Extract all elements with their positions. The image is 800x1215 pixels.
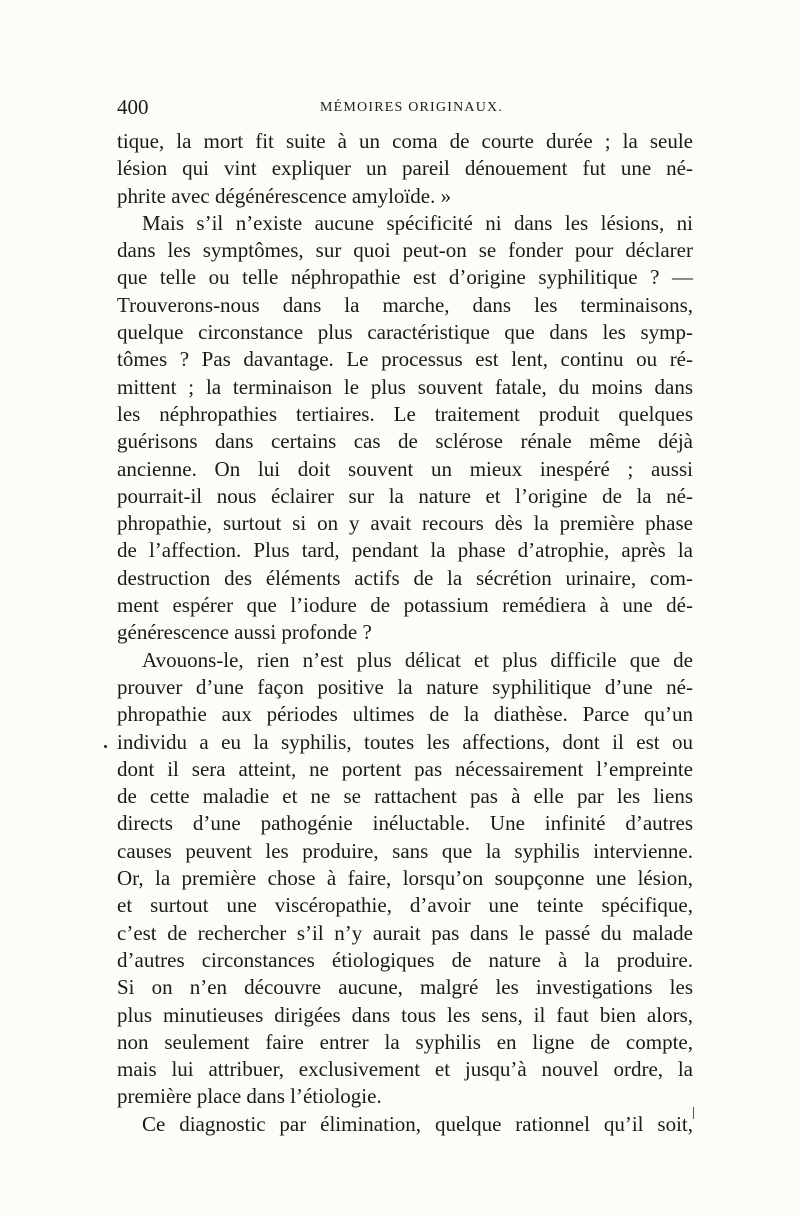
- text-line: Or, la première chose à faire, lorsqu’on soupçonne une lésion,: [117, 866, 693, 891]
- text-line: plus minutieuses dirigées dans tous les sens, il faut bien alors,: [117, 1002, 693, 1027]
- text-line: dont il sera atteint, ne portent pas nécessairement l’empreinte: [117, 756, 693, 781]
- text-line: phropathie aux périodes ultimes de la diathèse. Parce qu’un: [117, 702, 693, 727]
- text-line: tômes ? Pas davantage. Le processus est lent, continu ou ré-: [117, 347, 693, 372]
- running-head: [117, 95, 697, 125]
- text-line: Trouverons-nous dans la marche, dans les terminaisons,: [117, 292, 693, 317]
- text-line: prouver d’une façon positive la nature syphilitique d’une né-: [117, 674, 693, 699]
- text-line: que telle ou telle néphropathie est d’origine syphilitique ? —: [117, 265, 693, 290]
- paragraph-start-line: Ce diagnostic par élimination, quelque rationnel qu’il soit,: [142, 1111, 693, 1136]
- text-line: dans les symptômes, sur quoi peut-on se fonder pour déclarer: [117, 238, 693, 263]
- paragraph-start-line: Mais s’il n’existe aucune spécificité ni dans les lésions, ni: [142, 210, 693, 235]
- text-line: mittent ; la terminaison le plus souvent fatale, du moins dans: [117, 374, 693, 399]
- text-line: destruction des éléments actifs de la sécrétion urinaire, com-: [117, 565, 693, 590]
- text-line: c’est de rechercher s’il n’y aurait pas dans le passé du malade: [117, 920, 693, 945]
- text-line: générescence aussi profonde ?: [117, 620, 372, 645]
- text-line: guérisons dans certains cas de sclérose rénale même déjà: [117, 429, 693, 454]
- text-line: première place dans l’étiologie.: [117, 1084, 382, 1109]
- text-line: Si on n’en découvre aucune, malgré les investigations les: [117, 975, 693, 1000]
- text-line: ancienne. On lui doit souvent un mieux inespéré ; aussi: [117, 456, 693, 481]
- text-line: ment espérer que l’iodure de potassium remédiera à une dé-: [117, 593, 693, 618]
- text-line: individu a eu la syphilis, toutes les affections, dont il est ou: [117, 729, 693, 754]
- text-line: phrite avec dégénérescence amyloïde. »: [117, 183, 452, 208]
- text-line: de l’affection. Plus tard, pendant la phase d’atrophie, après la: [117, 538, 693, 563]
- text-line: non seulement faire entrer la syphilis en ligne de compte,: [117, 1029, 693, 1054]
- running-title: MÉMOIRES ORIGINAUX.: [320, 100, 504, 115]
- margin-dot-mark: [104, 745, 107, 748]
- text-line: quelque circonstance plus caractéristique que dans les symp-: [117, 320, 693, 345]
- body-text: [117, 128, 693, 1138]
- text-line: lésion qui vint expliquer un pareil dénouement fut une né-: [117, 156, 693, 181]
- text-line: causes peuvent les produire, sans que la syphilis intervienne.: [117, 838, 693, 863]
- page-number: 400: [117, 95, 149, 119]
- text-line: directs d’une pathogénie inéluctable. Une infinité d’autres: [117, 811, 693, 836]
- margin-edge-mark: [693, 1107, 694, 1119]
- text-line: les néphropathies tertiaires. Le traitement produit quelques: [117, 401, 693, 426]
- text-line: phropathie, surtout si on y avait recours dès la première phase: [117, 511, 693, 536]
- paragraph-start-line: Avouons-le, rien n’est plus délicat et plus difficile que de: [142, 647, 693, 672]
- text-line: tique, la mort fit suite à un coma de courte durée ; la seule: [117, 129, 693, 153]
- text-line: d’autres circonstances étiologiques de nature à la produire.: [117, 947, 693, 972]
- text-line: mais lui attribuer, exclusivement et jusqu’à nouvel ordre, la: [117, 1057, 693, 1082]
- text-line: et surtout une viscéropathie, d’avoir une teinte spécifique,: [117, 893, 693, 918]
- text-line: de cette maladie et ne se rattachent pas à elle par les liens: [117, 784, 693, 809]
- text-line: pourrait-il nous éclairer sur la nature et l’origine de la né-: [117, 483, 693, 508]
